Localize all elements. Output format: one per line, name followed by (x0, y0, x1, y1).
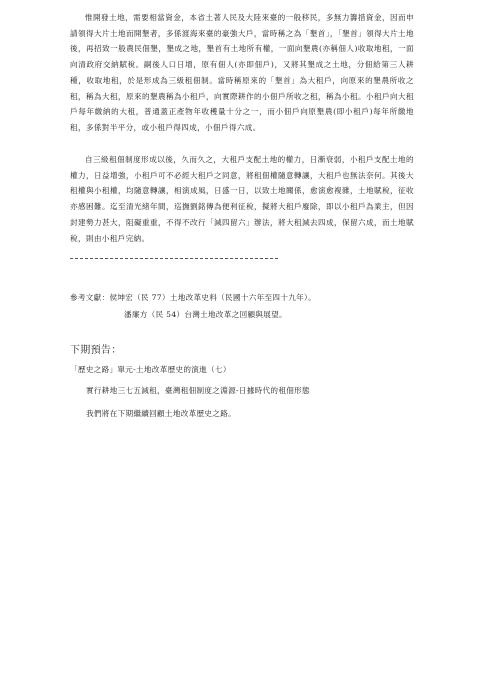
preview-heading: 下期預告： (70, 345, 122, 356)
body-paragraph-1: 惟開發土地，需要相當資金，本省土著人民及大陸來臺的一般移民，多無力籌措資金，因而申請領得大片土地而開墾者，多係渡海來臺的豪強大戶，當時稱之為「墾首」，「墾首」領得大片土地後，再招致一般農民佃墾，墾成之地，墾首有土地所有權，一面向墾農(亦稱佃人)收取地租，一面向清政府交納賦稅。嗣後人口日增，原有佃人(亦即佃戶)，又將其墾成之土地，分佃給第三人耕種，收取地租，於是形成為三級租佃制。當時稱原來的「墾首」為大租戶，向原來的墾農所收之租，稱為大租，原來的墾農稱為小租戶，向實際耕作的小佃戶所收之租，稱為小租。小租戶向大租戶每年繳納的大租，普通蓋正產物年收穫量十分之一，而小佃戶向原墾農(即小租戶)每年所繳地租，多係對半平分，或小租戶得四成，小佃戶得六成。 (70, 13, 414, 132)
references-block (70, 289, 414, 323)
preview-series-title: 「歷史之路」單元-土地改革歷史的演進（七） (70, 365, 231, 374)
reference-line-2: 潘廉方（民 54）台灣土地改革之回顧與展望。 (124, 310, 287, 319)
reference-line-1: 參考文獻：侯坤宏（民 77）土地改革史料（民國十六年至四十九年）。 (70, 293, 316, 302)
section-divider (70, 258, 278, 259)
preview-topic: 實行耕地三七五減租，臺灣租佃制度之淵源-日據時代的租佃形態 (86, 386, 310, 395)
body-paragraph-2: 自三級租佃制度形成以後，久而久之，大租戶支配土地的權力，日漸衰弱，小租戶支配土地的權力，日益增強，小租戶可不必經大租戶之同意，將租佃權隨意轉讓，大租戶也無法奈何。其後大租權與小租權，均隨意轉讓，相演成風，日盛一日，以致土地關係，愈演愈複雜，土地賦稅，征收亦感困難。迄至清光緒年間，巡撫劉銘傳為便利征稅，擬將大租戶廢除，即以小租戶為業主，但因封建勢力甚大，阻礙重重，不得不改行「減四留六」辦法，將大租減去四成，保留六成，而土地賦稅，則由小租戶完納。 (70, 155, 414, 243)
preview-closing-note: 我們將在下期繼續回顧土地改革歷史之路。 (86, 409, 236, 418)
